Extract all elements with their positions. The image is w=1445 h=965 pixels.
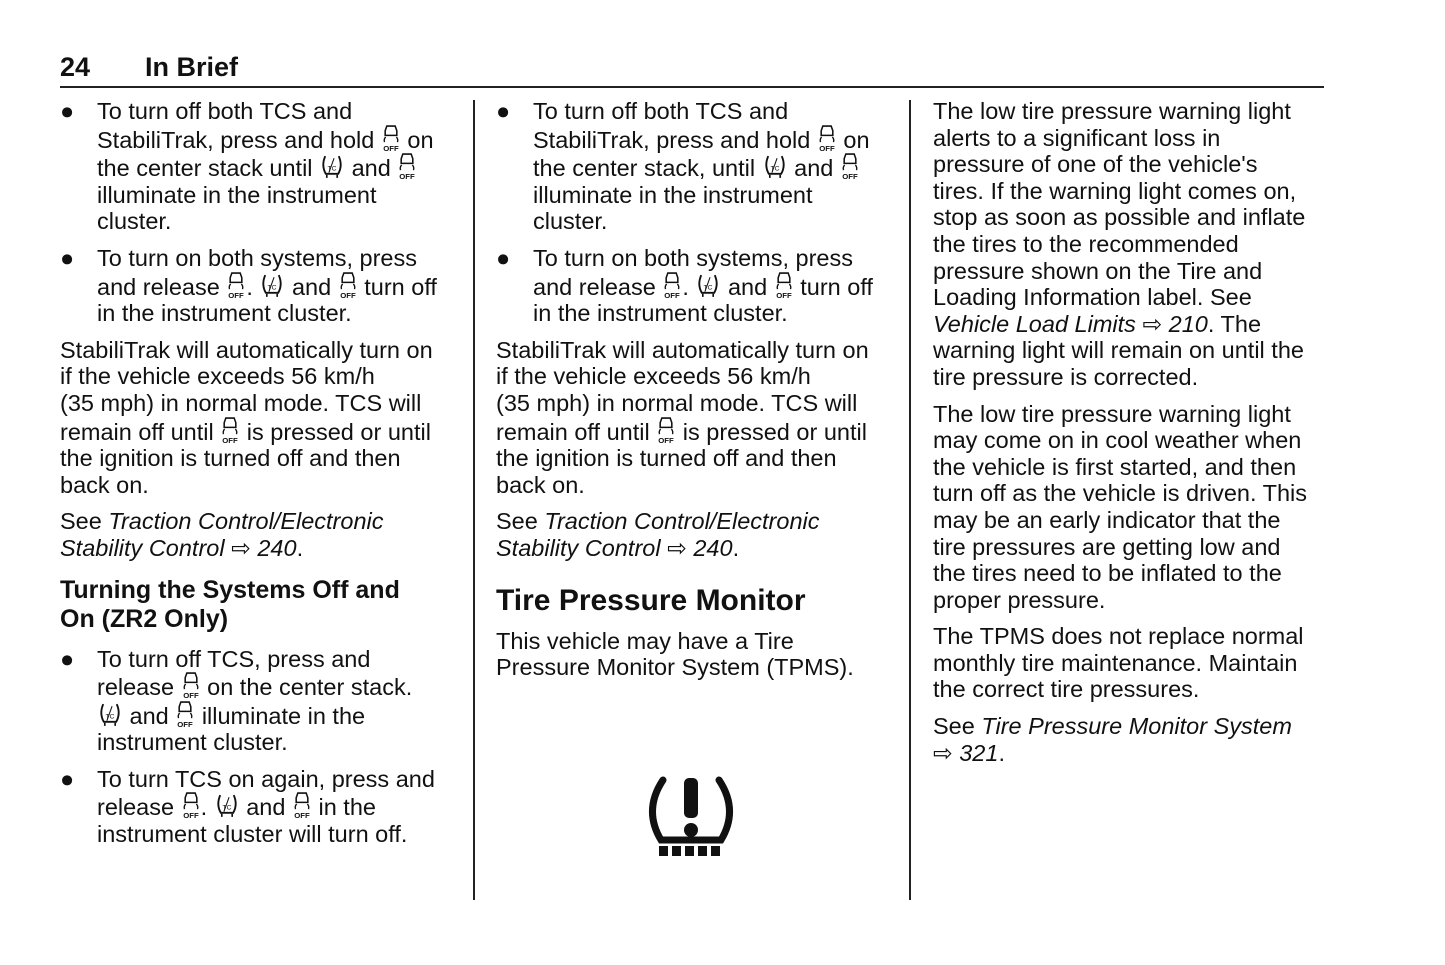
arrow-icon: ⇨ — [1142, 310, 1163, 337]
stabilitrak-off-icon — [176, 701, 194, 728]
list-item: ● To turn on both systems, press and release . and turn off in the instrument cluster. — [496, 244, 873, 327]
page-number: 24 — [60, 52, 91, 82]
arrow-icon: ⇨ — [667, 534, 687, 561]
list-item: ● To turn off both TCS and StabiliTrak, press and hold on the center stack until and illuminate in the instrument cluster. — [60, 98, 434, 235]
column-divider — [909, 100, 911, 900]
stabilitrak-off-icon — [818, 125, 836, 152]
stabilitrak-off-icon — [841, 153, 859, 180]
cross-reference: See Tire Pressure Monitor System ⇨ 321. — [933, 713, 1292, 766]
traction-control-icon — [763, 153, 787, 180]
bullet-icon: ● — [496, 98, 511, 124]
arrow-icon: ⇨ — [231, 534, 251, 561]
stabilitrak-off-icon — [398, 153, 416, 180]
column-1 — [60, 98, 455, 858]
bullet-icon: ● — [60, 645, 75, 672]
arrow-icon: ⇨ — [933, 739, 953, 766]
traction-control-icon — [696, 272, 720, 299]
stabilitrak-off-icon — [382, 125, 400, 152]
column-divider — [473, 100, 475, 900]
traction-control-icon — [98, 701, 122, 728]
paragraph: StabiliTrak will automatically turn on if the vehicle exceeds 56 km/h (35 mph) in normal mode. TCS will remain off until is pressed or until the ignition is turned off and then back on. — [60, 336, 433, 498]
reference-link[interactable]: Traction Control/Electronic — [544, 508, 820, 535]
column-3 — [933, 98, 1333, 776]
traction-control-icon — [260, 272, 284, 299]
page-reference[interactable]: 240 — [693, 534, 733, 561]
stabilitrak-off-icon — [339, 272, 357, 299]
stabilitrak-off-icon — [182, 792, 200, 819]
tire-pressure-warning-icon — [645, 770, 737, 860]
list-item: ● To turn on both systems, press and release . and turn off in the instrument cluster. — [60, 244, 437, 327]
list-item: ● To turn off both TCS and StabiliTrak, press and hold on the center stack, until and illuminate in the instrument cluster. — [496, 98, 870, 235]
bullet-icon: ● — [496, 244, 511, 271]
paragraph: The TPMS does not replace normal monthly tire maintenance. Maintain the correct tire pressures. — [933, 623, 1304, 703]
stabilitrak-off-icon — [657, 417, 675, 444]
stabilitrak-off-icon — [221, 417, 239, 444]
page-reference[interactable]: 321 — [959, 739, 999, 766]
list-item: ● To turn TCS on again, press and release . and in the instrument cluster will turn off. — [60, 765, 435, 848]
stabilitrak-off-icon — [775, 272, 793, 299]
section-title: In Brief — [145, 52, 239, 82]
column-2 — [496, 98, 891, 691]
traction-control-icon — [320, 153, 344, 180]
list-item: ● To turn off TCS, press and release on the center stack. and illuminate in the instrument cluster. — [60, 645, 413, 756]
cross-reference: See Traction Control/Electronic Stability Control ⇨ 240. — [496, 508, 820, 561]
stabilitrak-off-icon — [182, 672, 200, 699]
page-reference[interactable]: 240 — [257, 534, 297, 561]
paragraph: This vehicle may have a Tire Pressure Monitor System (TPMS). — [496, 627, 854, 681]
reference-link[interactable]: Traction Control/Electronic — [108, 508, 384, 535]
section-heading: Tire Pressure Monitor — [496, 583, 806, 617]
cross-reference: See Traction Control/Electronic Stability Control ⇨ 240. — [60, 508, 384, 561]
stabilitrak-off-icon — [293, 792, 311, 819]
page-header — [60, 52, 1324, 88]
paragraph: The low tire pressure warning light alerts to a significant loss in pressure of one of the vehicle's tires. If the warning light comes on, stop as soon as possible and inflate the tires to the recommended pressure shown on the Tire and Loading Information label. See Vehicle Load Limits ⇨ 210. The warning light will remain on until the tire pressure is corrected. — [933, 98, 1306, 390]
subsection-heading: Turning the Systems Off and On (ZR2 Only) — [60, 575, 400, 633]
paragraph: The low tire pressure warning light may come on in cool weather when the vehicle is first started, and then turn off as the vehicle is driven. This may be an early indicator that the tire pressures are getting low and the tires need to be inflated to the proper pressure. — [933, 400, 1308, 613]
stabilitrak-off-icon — [663, 272, 681, 299]
page-reference[interactable]: 210 — [1168, 310, 1208, 337]
traction-control-icon — [215, 792, 239, 819]
reference-link[interactable]: Vehicle Load Limits — [933, 310, 1136, 337]
bullet-icon: ● — [60, 765, 75, 792]
paragraph: StabiliTrak will automatically turn on if the vehicle exceeds 56 km/h (35 mph) in normal mode. TCS will remain off until is pressed or until the ignition is turned off and then back on. — [496, 336, 869, 498]
stabilitrak-off-icon — [227, 272, 245, 299]
reference-link[interactable]: Tire Pressure Monitor System — [981, 713, 1292, 740]
bullet-icon: ● — [60, 98, 75, 124]
bullet-icon: ● — [60, 244, 75, 271]
